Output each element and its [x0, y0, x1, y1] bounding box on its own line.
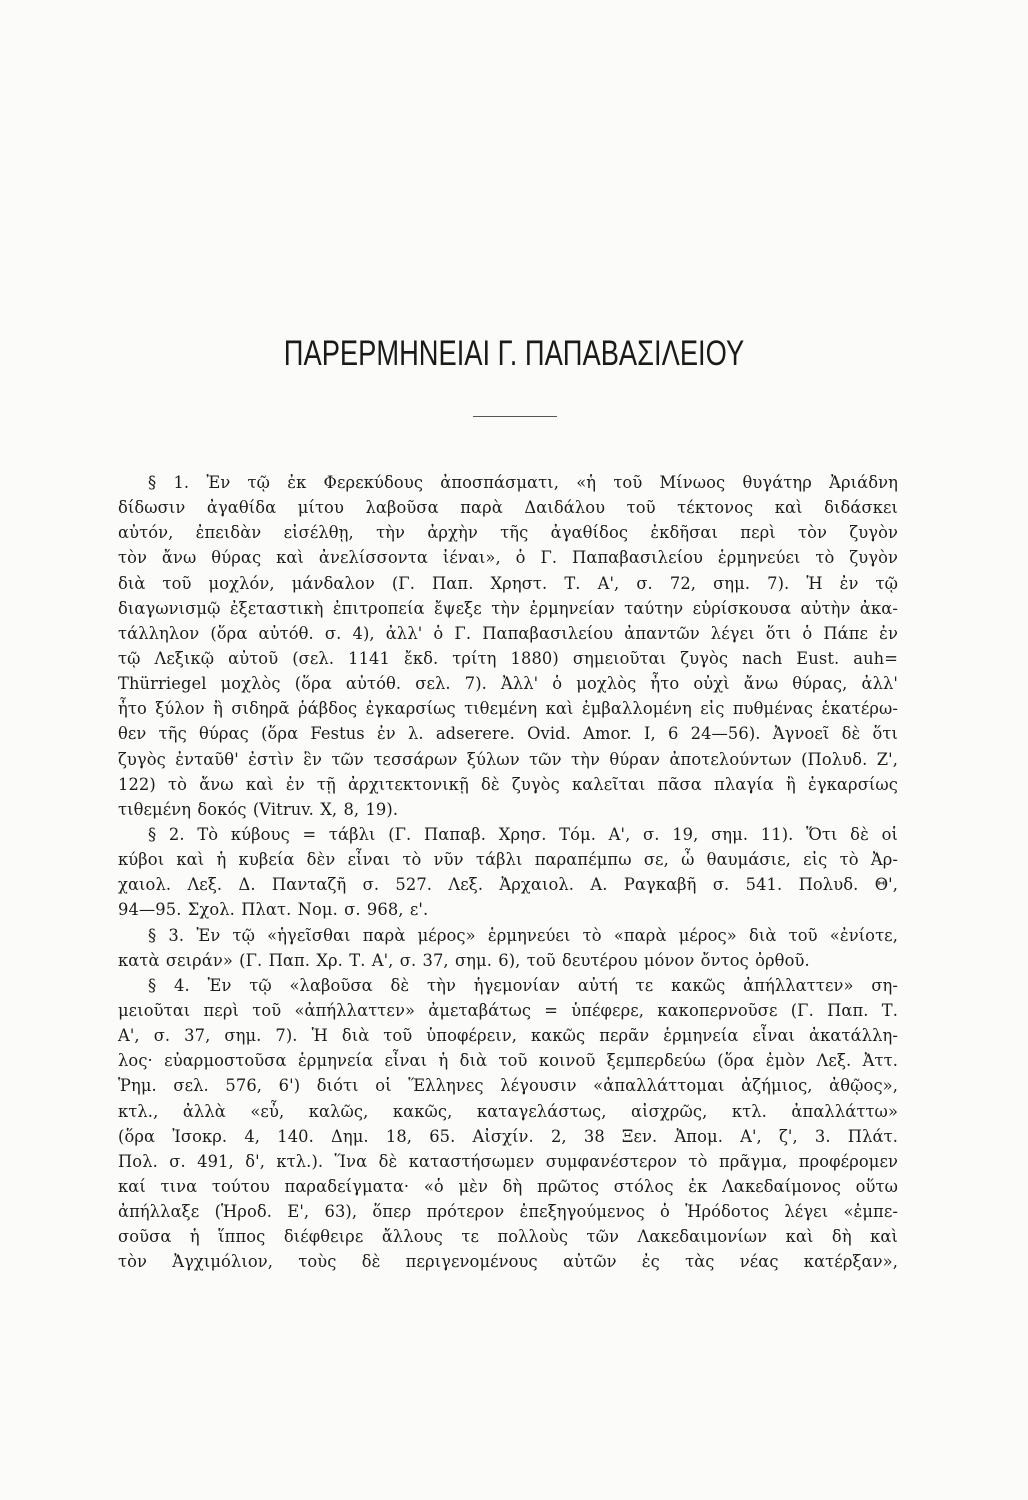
- text-line: κτλ., ἀλλὰ «εὖ, καλῶς, κακῶς, καταγελάστως, αἰσχρῶς, κτλ. ἀπαλλάττω»: [118, 1101, 898, 1121]
- text-line: ἦτο ξύλον ἢ σιδηρᾶ ῥάβδος ἐγκαρσίως τιθεμένη καὶ ἐμβαλλομένη εἰς πυθμένας ἑκατέρω-: [118, 699, 898, 719]
- text-line: δίδωσιν ἀγαθίδα μίτου λαβοῦσα παρὰ Δαιδάλου τοῦ τέκτονος καὶ διδάσκει: [118, 498, 898, 518]
- text-line: κύβοι καὶ ἡ κυβεία δὲν εἶναι τὸ νῦν τάβλι παραπέμπω σε, ὦ θαυμάσιε, εἰς τὸ Ἀρ-: [118, 850, 898, 870]
- text-line: μειοῦται περὶ τοῦ «ἀπήλλαττεν» ἀμεταβάτως = ὑπέφερε, κακοπερνοῦσε (Γ. Παπ. Τ.: [118, 1000, 898, 1020]
- text-line: διὰ τοῦ μοχλόν, μάνδαλον (Γ. Παπ. Χρηστ. Τ. Α', σ. 72, σημ. 7). Ἡ ἐν τῷ: [118, 573, 898, 593]
- text-line: 94—95. Σχολ. Πλατ. Νομ. σ. 968, ε'.: [118, 900, 429, 920]
- title-divider: [473, 416, 557, 417]
- text-line: τὸν ἄνω θύρας καὶ ἀνελίσσοντα ἰέναι», ὁ Γ. Παπαβασιλείου ἑρμηνεύει τὸ ζυγὸν: [118, 548, 898, 568]
- paragraph-3: [118, 923, 898, 973]
- text-line: Ῥημ. σελ. 576, 6') διότι οἱ Ἕλληνες λέγουσιν «ἀπαλλάττομαι ἀζήμιος, ἀθῷος»,: [118, 1076, 898, 1096]
- text-line: κατὰ σειράν» (Γ. Παπ. Χρ. Τ. Α', σ. 37, σημ. 6), τοῦ δευτέρου μόνον ὄντος ὀρθοῦ.: [118, 950, 810, 970]
- text-line: ζυγὸς ἐνταῦθ' ἐστὶν ἓν τῶν τεσσάρων ξύλων τῶν τὴν θύραν ἀποτελούντων (Πολυδ. Ζ',: [118, 749, 898, 769]
- text-line: θεν τῆς θύρας (ὅρα Festus ἐν λ. adserere. Ovid. Amor. I, 6 24—56). Ἀγνοεῖ δὲ ὅτι: [118, 724, 898, 744]
- text-line: τῷ Λεξικῷ αὐτοῦ (σελ. 1141 ἔκδ. τρίτη 1880) σημειοῦται ζυγὸς nach Eust. auh=: [118, 648, 898, 668]
- document-body: [118, 470, 898, 1275]
- paragraph-2: [118, 822, 898, 923]
- text-line: αὐτόν, ἐπειδὰν εἰσέλθῃ, τὴν ἀρχὴν τῆς ἀγαθίδος ἐκδῆσαι περὶ τὸν ζυγὸν: [118, 523, 898, 543]
- text-line: ἀπήλλαξε (Ἡροδ. Ε', 63), ὅπερ πρότερον ἐπεξηγούμενος ὁ Ἡρόδοτος λέγει «ἐμπε-: [118, 1202, 898, 1222]
- text-line: Α', σ. 37, σημ. 7). Ἡ διὰ τοῦ ὑποφέρειν, κακῶς περᾶν ἑρμηνεία εἶναι ἀκατάλλη-: [118, 1026, 898, 1046]
- text-line: 122) τὸ ἄνω καὶ ἐν τῇ ἀρχιτεκτονικῇ δὲ ζυγὸς καλεῖται πᾶσα πλαγία ἢ ἐγκαρσίως: [118, 774, 898, 794]
- text-line: (ὅρα Ἰσοκρ. 4, 140. Δημ. 18, 65. Αἰσχίν. 2, 38 Ξεν. Ἀπομ. Α', ζ', 3. Πλάτ.: [118, 1126, 898, 1146]
- text-line: τὸν Ἀγχιμόλιον, τοὺς δὲ περιγενομένους αὐτῶν ἐς τὰς νέας κατέρξαν»,: [118, 1252, 898, 1272]
- paragraph-1: [118, 470, 898, 822]
- text-line: Πολ. σ. 491, δ', κτλ.). Ἵνα δὲ καταστήσωμεν συμφανέστερον τὸ πρᾶγμα, προφέρομεν: [118, 1151, 898, 1171]
- text-line: § 4. Ἐν τῷ «λαβοῦσα δὲ τὴν ἡγεμονίαν αὐτή τε κακῶς ἀπήλλαττεν» ση-: [148, 975, 898, 995]
- text-line: λος· εὐαρμοστοῦσα ἑρμηνεία εἶναι ἡ διὰ τοῦ κοινοῦ ξεμπερδεύω (ὅρα ἐμὸν Λεξ. Ἀττ.: [118, 1051, 898, 1071]
- text-line: Thürriegel μοχλὸς (ὅρα αὐτόθ. σελ. 7). Ἀλλ' ὁ μοχλὸς ἦτο οὐχὶ ἄνω θύρας, ἀλλ': [118, 674, 898, 694]
- text-line: χαιολ. Λεξ. Δ. Πανταζῆ σ. 527. Λεξ. Ἀρχαιολ. Α. Ραγκαβῆ σ. 541. Πολυδ. Θ',: [118, 875, 898, 895]
- text-line: § 2. Τὸ κύβους = τάβλι (Γ. Παπαβ. Χρησ. Τόμ. Α', σ. 19, σημ. 11). Ὅτι δὲ οἱ: [148, 824, 898, 844]
- page-title: ΠΑΡΕΡΜΗΝΕΙΑΙ Γ. ΠΑΠΑΒΑΣΙΛΕΙΟΥ: [283, 334, 745, 373]
- text-line: § 1. Ἐν τῷ ἐκ Φερεκύδους ἀποσπάσματι, «ἡ τοῦ Μίνωος θυγάτηρ Ἀριάδνη: [148, 473, 898, 492]
- text-line: διαγωνισμῷ ἐξεταστικὴ ἐπιτροπεία ἔψεξε τὴν ἑρμηνείαν ταύτην εὑρίσκουσα αὐτὴν ἀκα-: [118, 598, 898, 618]
- text-line: τιθεμένη δοκός (Vitruv. X, 8, 19).: [118, 799, 399, 819]
- text-line: σοῦσα ἡ ἵππος διέφθειρε ἄλλους τε πολλοὺς τῶν Λακεδαιμονίων καὶ δὴ καὶ: [118, 1227, 898, 1247]
- text-line: τάλληλον (ὅρα αὐτόθ. σ. 4), ἀλλ' ὁ Γ. Παπαβασιλείου ἀπαντῶν λέγει ὅτι ὁ Πάπε ἐν: [118, 623, 898, 643]
- text-line: § 3. Ἐν τῷ «ἡγεῖσθαι παρὰ μέρος» ἑρμηνεύει τὸ «παρὰ μέρος» διὰ τοῦ «ἐνίοτε,: [148, 925, 898, 945]
- text-line: καί τινα τούτου παραδείγματα· «ὁ μὲν δὴ πρῶτος στόλος ἐκ Λακεδαίμονος οὕτω: [118, 1176, 898, 1196]
- paragraph-4: [118, 973, 898, 1275]
